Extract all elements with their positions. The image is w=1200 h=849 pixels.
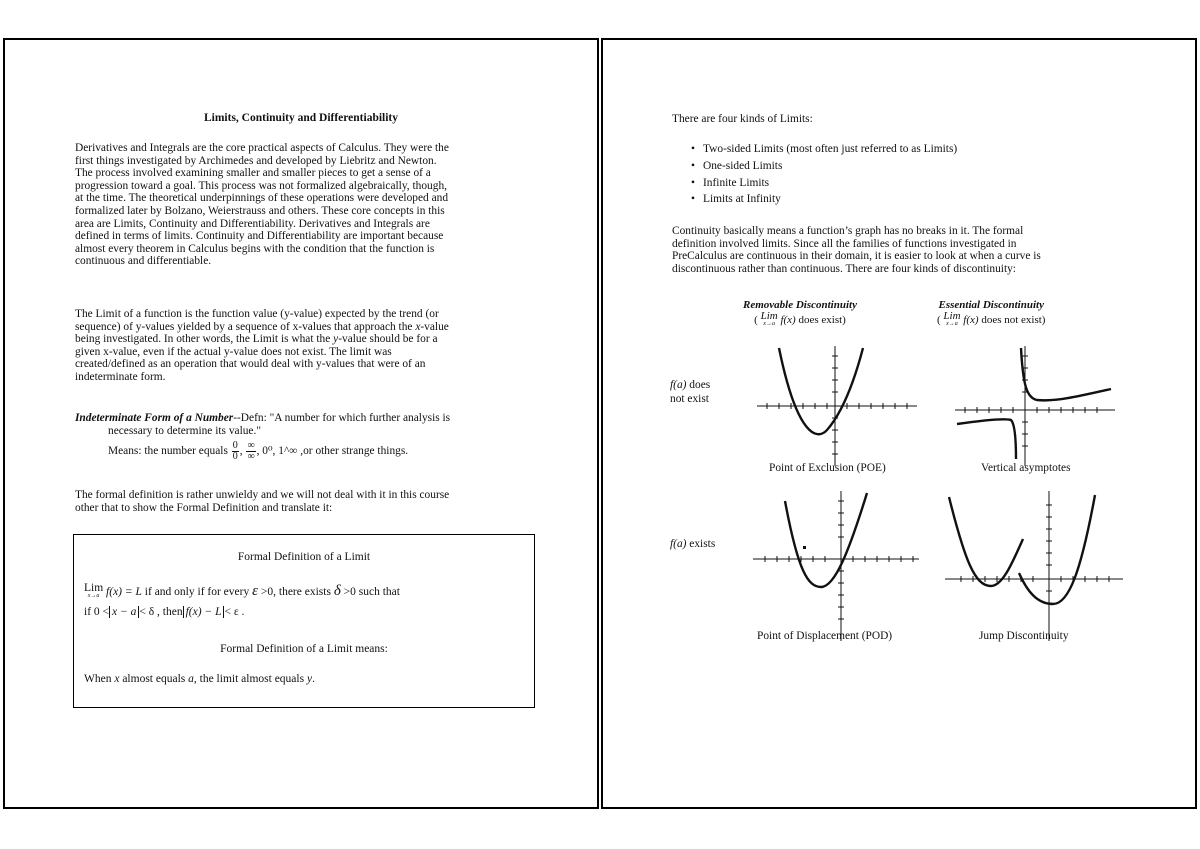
- formal-definition-box: [73, 534, 535, 708]
- var: f(a): [670, 379, 687, 391]
- header-title: Removable Discontinuity: [743, 299, 857, 311]
- denominator: ∞: [247, 451, 255, 463]
- fraction-zero-over-zero: [232, 441, 239, 462]
- text: almost equals: [119, 673, 189, 685]
- intro-line: first things investigated by Archimedes and developed by Liebritz and Newton.: [75, 154, 437, 167]
- var: y: [306, 673, 313, 685]
- text-line: definition involved limits. Since all the families of functions investigated in: [672, 237, 1017, 250]
- left-branch-curve: [957, 419, 1016, 459]
- limit-line: given x-value, even if the actual y-value does not exist. The limit was: [75, 345, 392, 358]
- limit-line: created/defined as an operation that would deal with y-values that were of an: [75, 358, 426, 371]
- var: a: [188, 673, 194, 685]
- text: >0, there exists: [258, 586, 334, 598]
- list-item: • Infinite Limits: [691, 175, 957, 192]
- denominator: 0: [232, 451, 238, 463]
- var: f(a): [670, 538, 687, 550]
- box-heading: Formal Definition of a Limit: [237, 551, 371, 563]
- text: --Defn: "A number for which further analysis is: [233, 412, 451, 424]
- limit-line: The Limit of a function is the function value (y-value) expected by the trend (or: [75, 308, 439, 320]
- text-line: The formal definition is rather unwieldy and we will not deal with it in this course: [75, 489, 450, 501]
- text: sequence) of y-values yielded by a sequence of x-values that approach the: [75, 320, 416, 333]
- label-line: [670, 379, 710, 393]
- epsilon: ε: [252, 583, 259, 599]
- defn-line: [75, 412, 545, 425]
- text: Means: the number equals: [108, 445, 228, 458]
- intro-line: Derivatives and Integrals are the core practical aspects of Calculus. They were the: [75, 142, 449, 154]
- header-title: Essential Discontinuity: [938, 299, 1044, 311]
- lim-word: Lim: [84, 582, 104, 594]
- means-statement: [84, 673, 315, 685]
- text-line: PreCalculus are continuous in their domain, it is easier to look at when a curve is: [672, 250, 1041, 263]
- text: >0 such that: [340, 586, 400, 598]
- text: does exist): [795, 314, 846, 326]
- limit-line: indeterminate form.: [75, 370, 166, 383]
- page-title: Limits, Continuity and Differentiability: [203, 112, 399, 124]
- right-branch-curve: [1021, 348, 1111, 400]
- axis-ticks: [965, 356, 1097, 446]
- intro-line: progression toward a goal. This process was not formalized algebraically, though,: [75, 179, 447, 192]
- graph-point-of-displacement: [753, 491, 919, 641]
- right-piece-curve: [1019, 495, 1095, 604]
- numerator: 0: [232, 440, 238, 452]
- abs-expr: f(x) − L: [183, 606, 225, 618]
- text-line: discontinuous rather than continuous. There are four kinds of discontinuity:: [672, 262, 1016, 275]
- expr: f(x): [780, 314, 796, 326]
- limit-line: [75, 333, 535, 346]
- defn-line: necessary to determine its value.": [108, 424, 261, 437]
- axis-ticks: [961, 505, 1109, 603]
- caption-vertical-asymptotes: Vertical asymptotes: [981, 462, 1071, 474]
- axis-ticks: [767, 356, 907, 454]
- graph-jump-discontinuity: [945, 491, 1123, 641]
- removable-header: [743, 299, 857, 327]
- parabola-curve: [785, 493, 867, 587]
- caption-pod: Point of Displacement (POD): [757, 630, 893, 642]
- displaced-point: [803, 546, 806, 549]
- intro-line: The process involved examining smaller and smaller pieces to get a sense of a: [75, 167, 431, 180]
- limit-line: [75, 321, 535, 334]
- list-item: • Two-sided Limits (most often just referred to as Limits): [691, 141, 957, 158]
- text-line: Continuity basically means a function’s graph has no breaks in it. The formal: [672, 225, 1024, 237]
- text: .: [312, 673, 315, 685]
- intro-line: continuous and differentiable.: [75, 255, 212, 268]
- text: exists: [686, 538, 716, 550]
- text: -value: [420, 320, 449, 333]
- means-heading: Formal Definition of a Limit means:: [220, 643, 388, 655]
- axis-ticks: [765, 501, 913, 619]
- expr: f(x) = L: [106, 586, 142, 598]
- continuity-paragraph: [672, 225, 1132, 275]
- expr: f(x): [963, 314, 979, 326]
- row-label-fa-does-not-exist: [670, 379, 710, 406]
- lim-notation: [943, 312, 960, 327]
- parabola-curve: [779, 348, 863, 434]
- lim-notation: [761, 312, 778, 327]
- text: does not exist): [978, 314, 1046, 326]
- kinds-intro: There are four kinds of Limits:: [672, 113, 813, 125]
- limit-paragraph: [75, 308, 535, 384]
- row-label-fa-exists: [670, 538, 715, 552]
- left-page: [3, 38, 599, 809]
- intro-line: area are Limits, Continuity and Differentiability. Derivatives and Integrals are: [75, 217, 430, 230]
- lim-word: Lim: [943, 310, 961, 322]
- lim-sub: x→a: [946, 321, 958, 327]
- abs-expr: x − a: [109, 606, 139, 618]
- right-page: [601, 38, 1197, 809]
- intro-line: defined in terms of limits. Continuity and Differentiability are important because: [75, 230, 444, 243]
- left-piece-curve: [949, 497, 1023, 586]
- caption-poe: Point of Exclusion (POE): [769, 462, 886, 474]
- intro-line: at the time. The theoretical underpinnings of these operations were developed and: [75, 192, 449, 205]
- limit-kinds-list: [691, 141, 957, 208]
- text: if 0 <: [84, 606, 110, 618]
- delta: δ: [333, 583, 341, 599]
- text: if and only if for every: [141, 586, 253, 598]
- lim-notation: [84, 584, 103, 599]
- formal-intro: [75, 489, 535, 514]
- header-condition: ( Lim x→a f(x) does not exist): [937, 310, 1046, 327]
- lim-word: Lim: [760, 310, 778, 322]
- text: < ε .: [224, 606, 245, 618]
- intro-line: formalized later by Bolzano, Weierstrauss and others. These core concepts in this: [75, 204, 445, 217]
- formal-line-1: [84, 583, 400, 600]
- graph-point-of-exclusion: [757, 346, 917, 466]
- means-line: Means: the number equals $\frac{0}{0}$ , $\frac{\infty}{\infty}$ , 0⁰, 1^∞ ,or other strange things.: [108, 440, 409, 463]
- var-y: y: [333, 333, 339, 346]
- list-item: • One-sided Limits: [691, 158, 957, 175]
- caption-jump-discontinuity: Jump Discontinuity: [979, 630, 1069, 642]
- graph-vertical-asymptote: [955, 346, 1115, 466]
- list-item: • Limits at Infinity: [691, 191, 957, 208]
- text-line: other that to show the Formal Definition and translate it:: [75, 501, 333, 514]
- intro-line: almost every theorem in Calculus begins with the condition that the function is: [75, 242, 435, 255]
- formal-line-2: [84, 606, 244, 618]
- numerator: ∞: [247, 440, 255, 452]
- var-x: x: [415, 320, 421, 333]
- term: Indeterminate Form of a Number: [75, 412, 234, 424]
- fraction-inf-over-inf: [246, 441, 255, 462]
- intro-paragraph: [75, 142, 535, 268]
- label-line: not exist: [670, 392, 709, 405]
- text: , 0⁰, 1^∞ ,or other strange things.: [256, 445, 409, 458]
- text: -value should be for a: [338, 333, 438, 346]
- var: x: [114, 673, 120, 685]
- lim-sub: x→a: [87, 593, 100, 599]
- text: When: [84, 673, 115, 685]
- lim-sub: x→a: [763, 321, 775, 327]
- text: being investigated. In other words, the Limit is what the: [75, 333, 334, 346]
- header-condition: ( Lim x→a f(x) does exist): [754, 310, 846, 327]
- text: , the limit almost equals: [193, 673, 307, 685]
- text: does: [686, 379, 711, 391]
- essential-header: [937, 299, 1045, 327]
- indeterminate-definition: [75, 412, 545, 462]
- text: < δ , then: [139, 606, 183, 618]
